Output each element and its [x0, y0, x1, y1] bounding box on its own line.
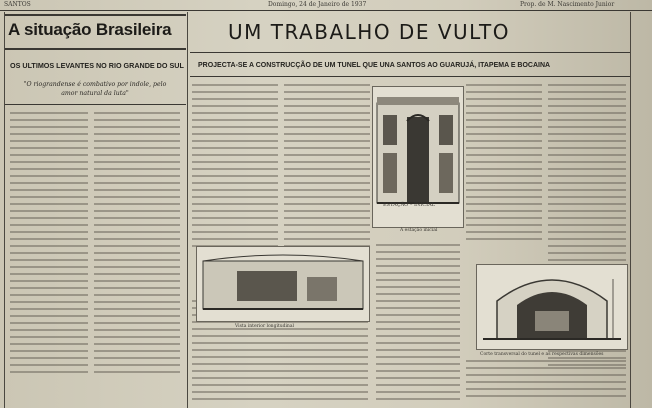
- tunnel-cross-section-drawing: [477, 265, 627, 349]
- masthead-rule: [0, 10, 652, 11]
- left-subhead: OS ULTIMOS LEVANTES NO RIO GRANDE DO SUL: [10, 61, 184, 70]
- text-column: [10, 112, 88, 378]
- text-column: [466, 360, 626, 402]
- main-headline: UM TRABALHO DE VULTO: [228, 20, 510, 44]
- station-label: ESTAÇÃO – INICIAL: [383, 202, 436, 208]
- text-column: [192, 84, 278, 252]
- interior-illustration: [196, 246, 370, 322]
- main-subhead: PROJECTA-SE A CONSTRUCÇÃO DE UM TUNEL QUE UNA SANTOS AO GUARUJÁ, ITAPEMA E BOCAINA: [198, 62, 551, 69]
- station-caption: A estação inicial: [400, 228, 438, 233]
- column-rule: [630, 12, 631, 408]
- main-subhead-rule: [190, 76, 630, 77]
- interior-caption: Vista interior longitudinal: [235, 324, 294, 329]
- column-rule: [4, 12, 5, 408]
- cross-section-caption: Corte transversal do tunel e as respectivas dimensões: [480, 352, 604, 357]
- text-column: [466, 84, 542, 245]
- text-column: [94, 112, 180, 378]
- masthead-city: SANTOS: [4, 1, 31, 8]
- text-column: [284, 84, 370, 252]
- left-quote: "O riograndense é combativo por indole, pelo amor natural da luta": [23, 81, 167, 97]
- left-quote-rule: [4, 104, 186, 105]
- column-rule: [187, 12, 188, 408]
- tunnel-longitudinal-drawing: [197, 247, 369, 321]
- masthead-owner: Prop. de M. Nascimento Junior: [520, 1, 615, 8]
- left-box-bottom: [4, 48, 186, 50]
- text-column: [376, 244, 460, 405]
- left-headline: A situação Brasileira: [8, 20, 172, 39]
- cross-section-illustration: [476, 264, 628, 350]
- masthead-date: Domingo, 24 de Janeiro de 1937: [268, 1, 367, 8]
- left-box-top: [4, 14, 186, 16]
- main-headline-rule: [190, 52, 630, 53]
